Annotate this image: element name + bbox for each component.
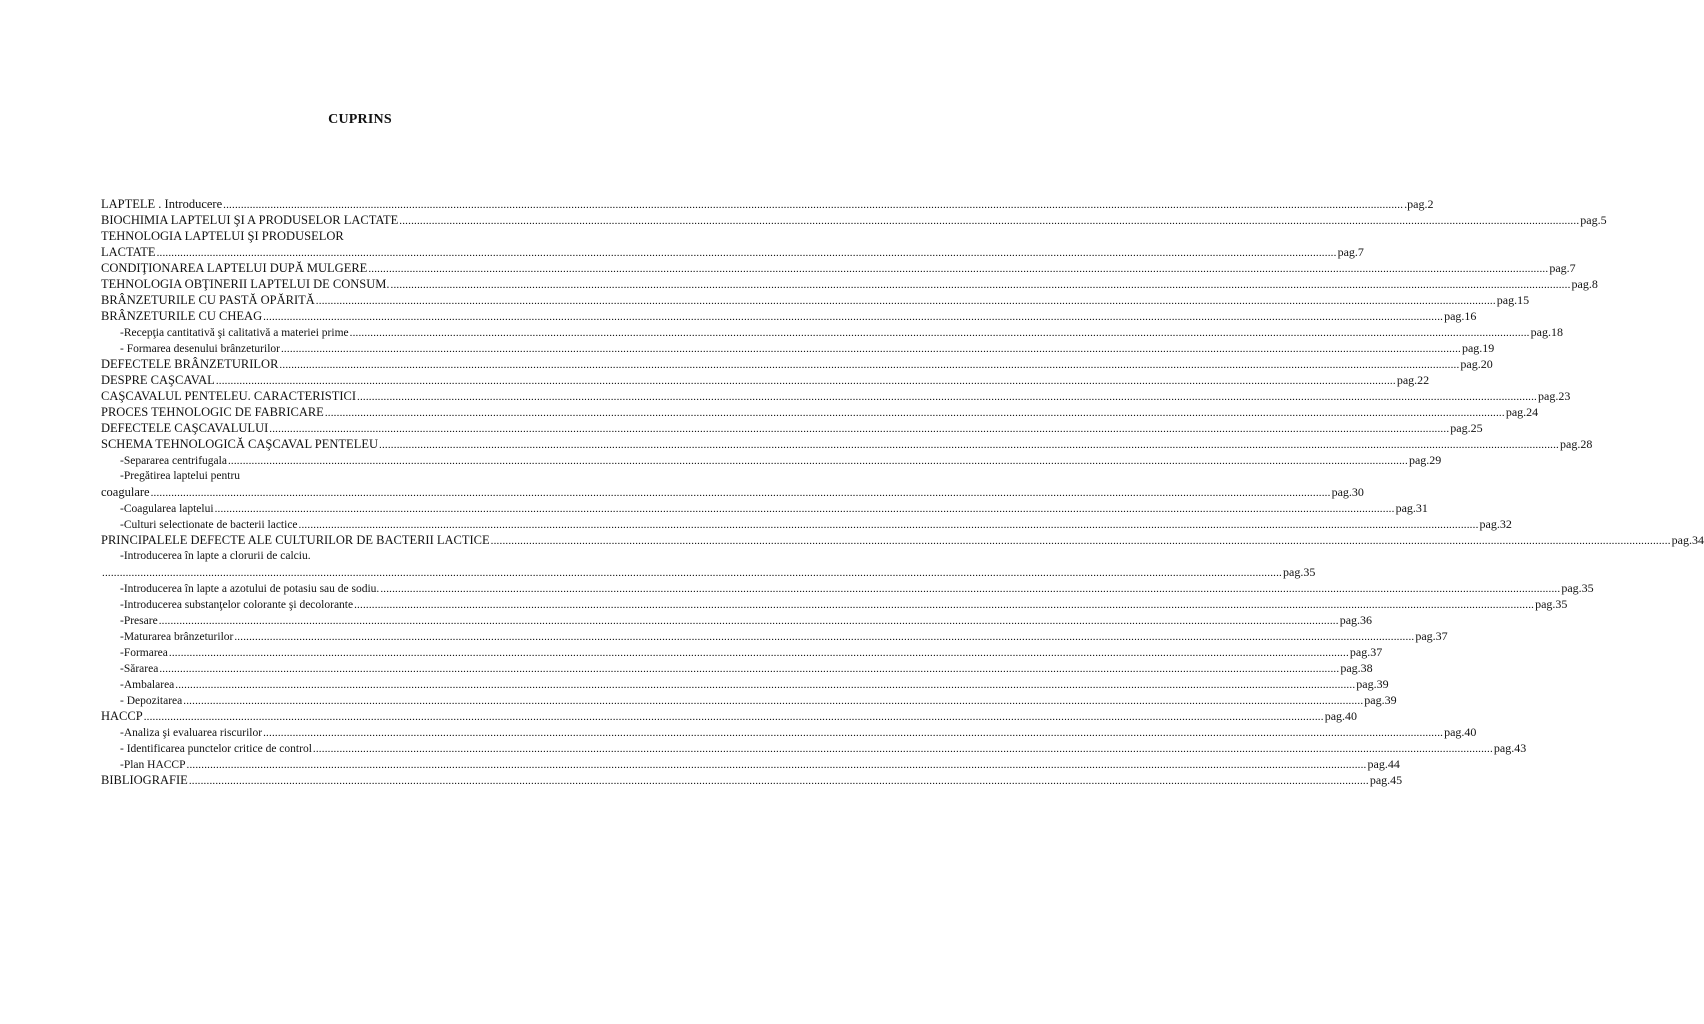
toc-entry[interactable]: [101, 292, 1530, 308]
toc-entry[interactable]: [101, 596, 1568, 612]
toc-page-number: pag.40: [1324, 709, 1358, 723]
dot-leader: ................................................................................................................................................................................................................................................................................................................................................................................................................: [279, 359, 1460, 371]
toc-entry-label: DEFECTELE CAŞCAVALULUI: [101, 421, 269, 435]
toc-entry-label: - Formarea desenului brânzeturilor: [120, 343, 280, 355]
toc-page-number: pag.16: [1444, 309, 1477, 323]
toc-page-number: pag.40: [1444, 725, 1477, 739]
toc-entry[interactable]: [101, 388, 1571, 404]
dot-leader: ................................................................................................................................................................................................................................................................................................................................................................................................................: [186, 759, 1367, 771]
toc-entry[interactable]: [101, 756, 1400, 772]
toc-entry-label: -Sărarea: [120, 663, 159, 675]
toc-page-number: pag.37: [1415, 629, 1448, 643]
toc-entry[interactable]: [101, 452, 1442, 468]
toc-entry-label: -Plan HACCP: [120, 759, 186, 771]
toc-page-number: pag.25: [1450, 421, 1483, 435]
toc-entry-label: LACTATE: [101, 245, 156, 259]
toc-page-number: pag.38: [1340, 661, 1373, 675]
dot-leader: ................................................................................................................................................................................................................................................................................................................................................................................................................: [390, 279, 1571, 291]
dot-leader: ................................................................................................................................................................................................................................................................................................................................................................................................................: [324, 407, 1505, 419]
dot-leader: ................................................................................................................................................................................................................................................................................................................................................................................................................: [168, 647, 1349, 659]
toc-entry[interactable]: [101, 340, 1495, 356]
dot-leader: ................................................................................................................................................................................................................................................................................................................................................................................................................: [188, 775, 1369, 787]
toc-page-number: pag.7: [1549, 261, 1576, 275]
toc-entry[interactable]: [101, 356, 1493, 372]
toc-entry-label: -Formarea: [120, 647, 168, 659]
dot-leader: ................................................................................................................................................................................................................................................................................................................................................................................................................: [349, 327, 1530, 339]
toc-page-number: pag.7: [1337, 245, 1364, 259]
dot-leader: ................................................................................................................................................................................................................................................................................................................................................................................................................: [158, 615, 1339, 627]
toc-page-number: pag.45: [1369, 773, 1403, 787]
toc-entry-label: -Maturarea brânzeturilor: [120, 631, 234, 643]
toc-entry[interactable]: [101, 676, 1389, 692]
toc-entry[interactable]: [101, 628, 1448, 644]
toc-page-number: pag.15: [1496, 293, 1530, 307]
toc-page-number: pag.20: [1460, 357, 1493, 371]
toc-entry[interactable]: [101, 740, 1527, 756]
dot-leader: ................................................................................................................................................................................................................................................................................................................................................................................................................: [156, 247, 1337, 259]
toc-page-number: pag.28: [1560, 437, 1593, 451]
toc-page-number: pag.30: [1331, 485, 1364, 499]
toc-page-number: pag.5: [1580, 213, 1607, 227]
toc-entry[interactable]: [101, 564, 1316, 580]
toc-entry[interactable]: [101, 580, 1594, 596]
dot-leader: ................................................................................................................................................................................................................................................................................................................................................................................................................: [183, 695, 1364, 707]
toc-entry[interactable]: [101, 372, 1430, 388]
dot-leader: ................................................................................................................................................................................................................................................................................................................................................................................................................: [227, 455, 1408, 467]
toc-entry-label: -Separarea centrifugala: [120, 455, 227, 467]
toc-entry[interactable]: [101, 708, 1358, 724]
toc-entry[interactable]: [101, 484, 1364, 500]
toc-page-number: pag.31: [1395, 501, 1428, 515]
toc-entry[interactable]: [101, 276, 1598, 292]
toc-entry-label: CONDIŢIONAREA LAPTELUI DUPĂ MULGERE: [101, 261, 368, 275]
toc-entry-label: PROCES TEHNOLOGIC DE FABRICARE: [101, 405, 324, 419]
toc-page-number: pag.18: [1530, 325, 1563, 339]
toc-entry-label: -Recepţia cantitativă şi calitativă a materiei prime: [120, 327, 349, 339]
dot-leader: ................................................................................................................................................................................................................................................................................................................................................................................................................: [269, 423, 1450, 435]
toc-entry-label: -Presare: [120, 615, 158, 627]
dot-leader: ................................................................................................................................................................................................................................................................................................................................................................................................................: [399, 215, 1580, 227]
toc-entry-label: -Culturi selectionate de bacterii lactice: [120, 519, 298, 531]
dot-leader: ................................................................................................................................................................................................................................................................................................................................................................................................................: [357, 391, 1537, 403]
toc-entry-label: BRÂNZETURILE CU CHEAG: [101, 309, 263, 323]
toc-page-number: pag.36: [1339, 613, 1373, 627]
toc-entry[interactable]: [101, 324, 1563, 340]
toc-entry[interactable]: [101, 500, 1428, 516]
dot-leader: ................................................................................................................................................................................................................................................................................................................................................................................................................: [280, 343, 1461, 355]
toc-entry-label: DEFECTELE BRÂNZETURILOR: [101, 357, 279, 371]
toc-page-number: pag.23: [1538, 389, 1571, 403]
toc-entry-label: -Coagularea laptelui: [120, 503, 214, 515]
toc-entry[interactable]: [101, 436, 1593, 452]
toc-page-number: pag.37: [1349, 645, 1383, 659]
toc-entry-label: SCHEMA TEHNOLOGICĂ CAŞCAVAL PENTELEU: [101, 437, 378, 451]
toc-entry-label: CAŞCAVALUL PENTELEU. CARACTERISTICI: [101, 389, 356, 403]
toc-page-number: pag.35: [1283, 565, 1316, 579]
toc-entry-label: coagulare: [101, 485, 150, 499]
toc-entry-label: -Introducerea substanţelor colorante şi decolorante: [120, 599, 354, 611]
dot-leader: ................................................................................................................................................................................................................................................................................................................................................................................................................: [214, 503, 1395, 515]
toc-entry-label: LAPTELE . Introducere: [101, 197, 223, 211]
dot-leader: ................................................................................................................................................................................................................................................................................................................................................................................................................: [263, 727, 1444, 739]
table-of-contents: [101, 196, 1704, 788]
toc-page-number: pag.39: [1364, 693, 1397, 707]
toc-entry[interactable]: [101, 516, 1512, 532]
toc-entry-label: TEHNOLOGIA OBŢINERII LAPTELUI DE CONSUM.: [101, 277, 390, 291]
toc-page-number: pag.8: [1571, 277, 1598, 291]
toc-entry-label: HACCP: [101, 709, 143, 723]
toc-entry[interactable]: [101, 772, 1403, 788]
dot-leader: ................................................................................................................................................................................................................................................................................................................................................................................................................: [379, 439, 1559, 451]
dot-leader: ................................................................................................................................................................................................................................................................................................................................................................................................................: [298, 519, 1479, 531]
toc-entry-label: -Ambalarea: [120, 679, 175, 691]
dot-leader: ................................................................................................................................................................................................................................................................................................................................................................................................................: [368, 263, 1549, 275]
dot-leader: ................................................................................................................................................................................................................................................................................................................................................................................................................: [175, 679, 1356, 691]
toc-text-line: TEHNOLOGIA LAPTELUI ŞI PRODUSELOR: [101, 229, 344, 243]
toc-entry-label: - Identificarea punctelor critice de control: [120, 743, 312, 755]
toc-entry[interactable]: [101, 660, 1373, 676]
toc-page-number: pag.34: [1671, 533, 1704, 547]
dot-leader: ................................................................................................................................................................................................................................................................................................................................................................................................................: [354, 599, 1535, 611]
toc-entry-label: PRINCIPALELE DEFECTE ALE CULTURILOR DE BACTERII LACTICE: [101, 533, 490, 547]
toc-entry[interactable]: [101, 260, 1576, 276]
toc-entry[interactable]: [101, 724, 1477, 740]
toc-entry-label: -Analiza şi evaluarea riscurilor: [120, 727, 263, 739]
toc-entry-label: BRÂNZETURILE CU PASTĂ OPĂRITĂ: [101, 293, 315, 307]
toc-entry-label: DESPRE CAŞCAVAL: [101, 373, 215, 387]
toc-entry[interactable]: [101, 420, 1483, 436]
toc-entry-label: BIBLIOGRAFIE: [101, 773, 188, 787]
toc-entry[interactable]: [101, 244, 1364, 260]
dot-leader: ................................................................................................................................................................................................................................................................................................................................................................................................................: [223, 199, 1404, 211]
toc-entry-label: - Depozitarea: [120, 695, 183, 707]
toc-page-number: pag.35: [1535, 597, 1568, 611]
toc-entry[interactable]: [101, 212, 1607, 228]
toc-page-number: pag.43: [1493, 741, 1527, 755]
dot-leader: ................................................................................................................................................................................................................................................................................................................................................................................................................: [102, 567, 1282, 579]
dot-leader: ................................................................................................................................................................................................................................................................................................................................................................................................................: [315, 295, 1496, 307]
toc-entry[interactable]: [101, 612, 1373, 628]
dot-leader: ................................................................................................................................................................................................................................................................................................................................................................................................................: [380, 583, 1561, 595]
dot-leader: ................................................................................................................................................................................................................................................................................................................................................................................................................: [150, 487, 1331, 499]
toc-entry[interactable]: [101, 404, 1539, 420]
toc-page-number: pag.39: [1356, 677, 1389, 691]
toc-page-number: pag.32: [1479, 517, 1512, 531]
toc-entry[interactable]: [101, 692, 1397, 708]
dot-leader: ................................................................................................................................................................................................................................................................................................................................................................................................................: [143, 711, 1324, 723]
dot-leader: ................................................................................................................................................................................................................................................................................................................................................................................................................: [490, 535, 1671, 547]
document-title: CUPRINS: [328, 112, 392, 127]
toc-text-line: -Introducerea în lapte a clorurii de calciu.: [120, 550, 311, 562]
toc-entry[interactable]: [101, 644, 1383, 660]
dot-leader: ................................................................................................................................................................................................................................................................................................................................................................................................................: [312, 743, 1493, 755]
dot-leader: ................................................................................................................................................................................................................................................................................................................................................................................................................: [215, 375, 1396, 387]
dot-leader: ................................................................................................................................................................................................................................................................................................................................................................................................................: [234, 631, 1415, 643]
toc-page-number: .pag.2: [1404, 197, 1434, 211]
toc-page-number: pag.19: [1461, 341, 1495, 355]
toc-page-number: pag.35: [1561, 581, 1594, 595]
toc-entry-label: -Introducerea în lapte a azotului de potasiu sau de sodiu.: [120, 583, 380, 595]
toc-page-number: pag.44: [1367, 757, 1400, 771]
toc-text-line: -Pregătirea laptelui pentru: [120, 470, 241, 482]
toc-entry[interactable]: [101, 532, 1704, 548]
dot-leader: ................................................................................................................................................................................................................................................................................................................................................................................................................: [159, 663, 1340, 675]
toc-entry-label: BIOCHIMIA LAPTELUI ŞI A PRODUSELOR LACTATE: [101, 213, 399, 227]
toc-page-number: pag.24: [1505, 405, 1539, 419]
toc-entry[interactable]: [101, 196, 1434, 212]
toc-page-number: pag.22: [1396, 373, 1430, 387]
toc-entry[interactable]: [101, 308, 1477, 324]
toc-page-number: pag.29: [1408, 453, 1442, 467]
dot-leader: ................................................................................................................................................................................................................................................................................................................................................................................................................: [263, 311, 1444, 323]
